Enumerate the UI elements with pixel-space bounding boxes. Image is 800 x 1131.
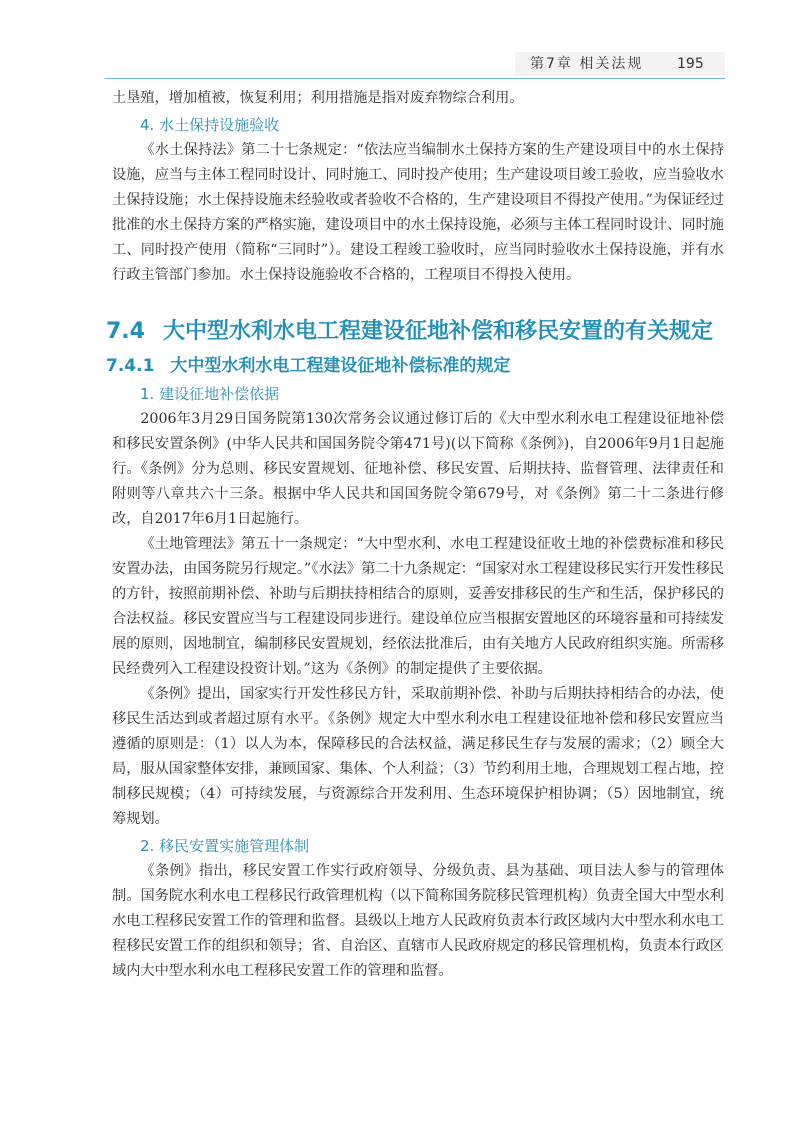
page-number: 195	[677, 56, 704, 72]
header-divider	[105, 78, 725, 79]
item-heading-4: 4. 水土保持设施验收	[140, 116, 280, 134]
paragraph-continuation: 土垦殖，增加植被，恢复利用；利用措施是指对废弃物综合利用。	[112, 90, 524, 106]
section-title: 大中型水利水电工程建设征地补偿和移民安置的有关规定	[162, 319, 713, 344]
subsection-title: 大中型水利水电工程建设征地补偿标准的规定	[170, 356, 511, 376]
page-body	[106, 86, 724, 984]
paragraph-principles: 《条例》提出，国家实行开发性移民方针，采取前期补偿、补助与后期扶持相结合的办法，使移民生活达到或者超过原有水平。《条例》规定大中型水利水电工程建设征地补偿和移民安置应当遵循的原则是：（1）以人为本，保障移民的合法权益，满足移民生存与发展的需求；（2）顾全大局，服从国家整体安排，兼顾国家、集体、个人利益；（3）节约利用土地，合理规划工程占地，控制移民规模；（4）可持续发展，与资源综合开发利用、生态环境保护相协调；（5）因地制宜，统筹规划。	[112, 686, 724, 827]
section-heading-7-4	[106, 316, 724, 348]
paragraph-regulation-history: 2006年3月29日国务院第130次常务会议通过修订后的《大中型水利水电工程建设征地补偿和移民安置条例》(中华人民共和国国务院令第471号)(以下简称《条例》)，自2006年9月1日起施行。《条例》分为总则、移民安置规划、征地补偿、移民安置、后期扶持、监督管理、法律责任和附则等八章共六十三条。根据中华人民共和国国务院令第679号，对《条例》第二十二条进行修改，自2017年6月1日起施行。	[112, 411, 724, 527]
paragraph-soil-conservation-acceptance: 《水土保持法》第二十七条规定：“依法应当编制水土保持方案的生产建设项目中的水土保持设施，应当与主体工程同时设计、同时施工、同时投产使用；生产建设项目竣工验收，应当验收水土保持设施；水土保持设施未经验收或者验收不合格的，生产建设项目不得投产使用。”为保证经过批准的水土保持方案的严格实施，建设项目中的水土保持设施，必须与主体工程同时设计、同时施工、同时投产使用（简称“三同时”）。建设工程竣工验收时，应当同时验收水土保持设施，并有水行政主管部门参加。水土保持设施验收不合格的，工程项目不得投入使用。	[112, 142, 724, 283]
subsection-number: 7.4.1	[106, 356, 155, 376]
paragraph-legal-basis: 《土地管理法》第五十一条规定：“大中型水利、水电工程建设征收土地的补偿费标准和移民安置办法，由国务院另行规定。”《水法》第二十九条规定：“国家对水工程建设移民实行开发性移民的方针，按照前期补偿、补助与后期扶持相结合的原则，妥善安排移民的生产和生活，保护移民的合法权益。移民安置应当与工程建设同步进行。建设单位应当根据安置地区的环境容量和可持续发展的原则，因地制宜，编制移民安置规划，经依法批准后，由有关地方人民政府组织实施。所需移民经费列入工程建设投资计划。”这为《条例》的制定提供了主要依据。	[112, 536, 724, 677]
section-number: 7.4	[106, 319, 145, 344]
item-heading-2: 2. 移民安置实施管理体制	[140, 837, 310, 855]
paragraph-management-system: 《条例》指出，移民安置工作实行政府领导、分级负责、县为基础、项目法人参与的管理体制。国务院水利水电工程移民行政管理机构（以下简称国务院移民管理机构）负责全国大中型水利水电工程移民安置工作的管理和监督。县级以上地方人民政府负责本行政区域内大中型水利水电工程移民安置工作的组织和领导；省、自治区、直辖市人民政府规定的移民管理机构，负责本行政区域内大中型水利水电工程移民安置工作的管理和监督。	[112, 863, 724, 979]
item-heading-1: 1. 建设征地补偿依据	[140, 385, 280, 403]
subsection-heading-7-4-1	[106, 352, 724, 380]
running-header-chapter: 第7章 相关法规	[530, 56, 644, 72]
